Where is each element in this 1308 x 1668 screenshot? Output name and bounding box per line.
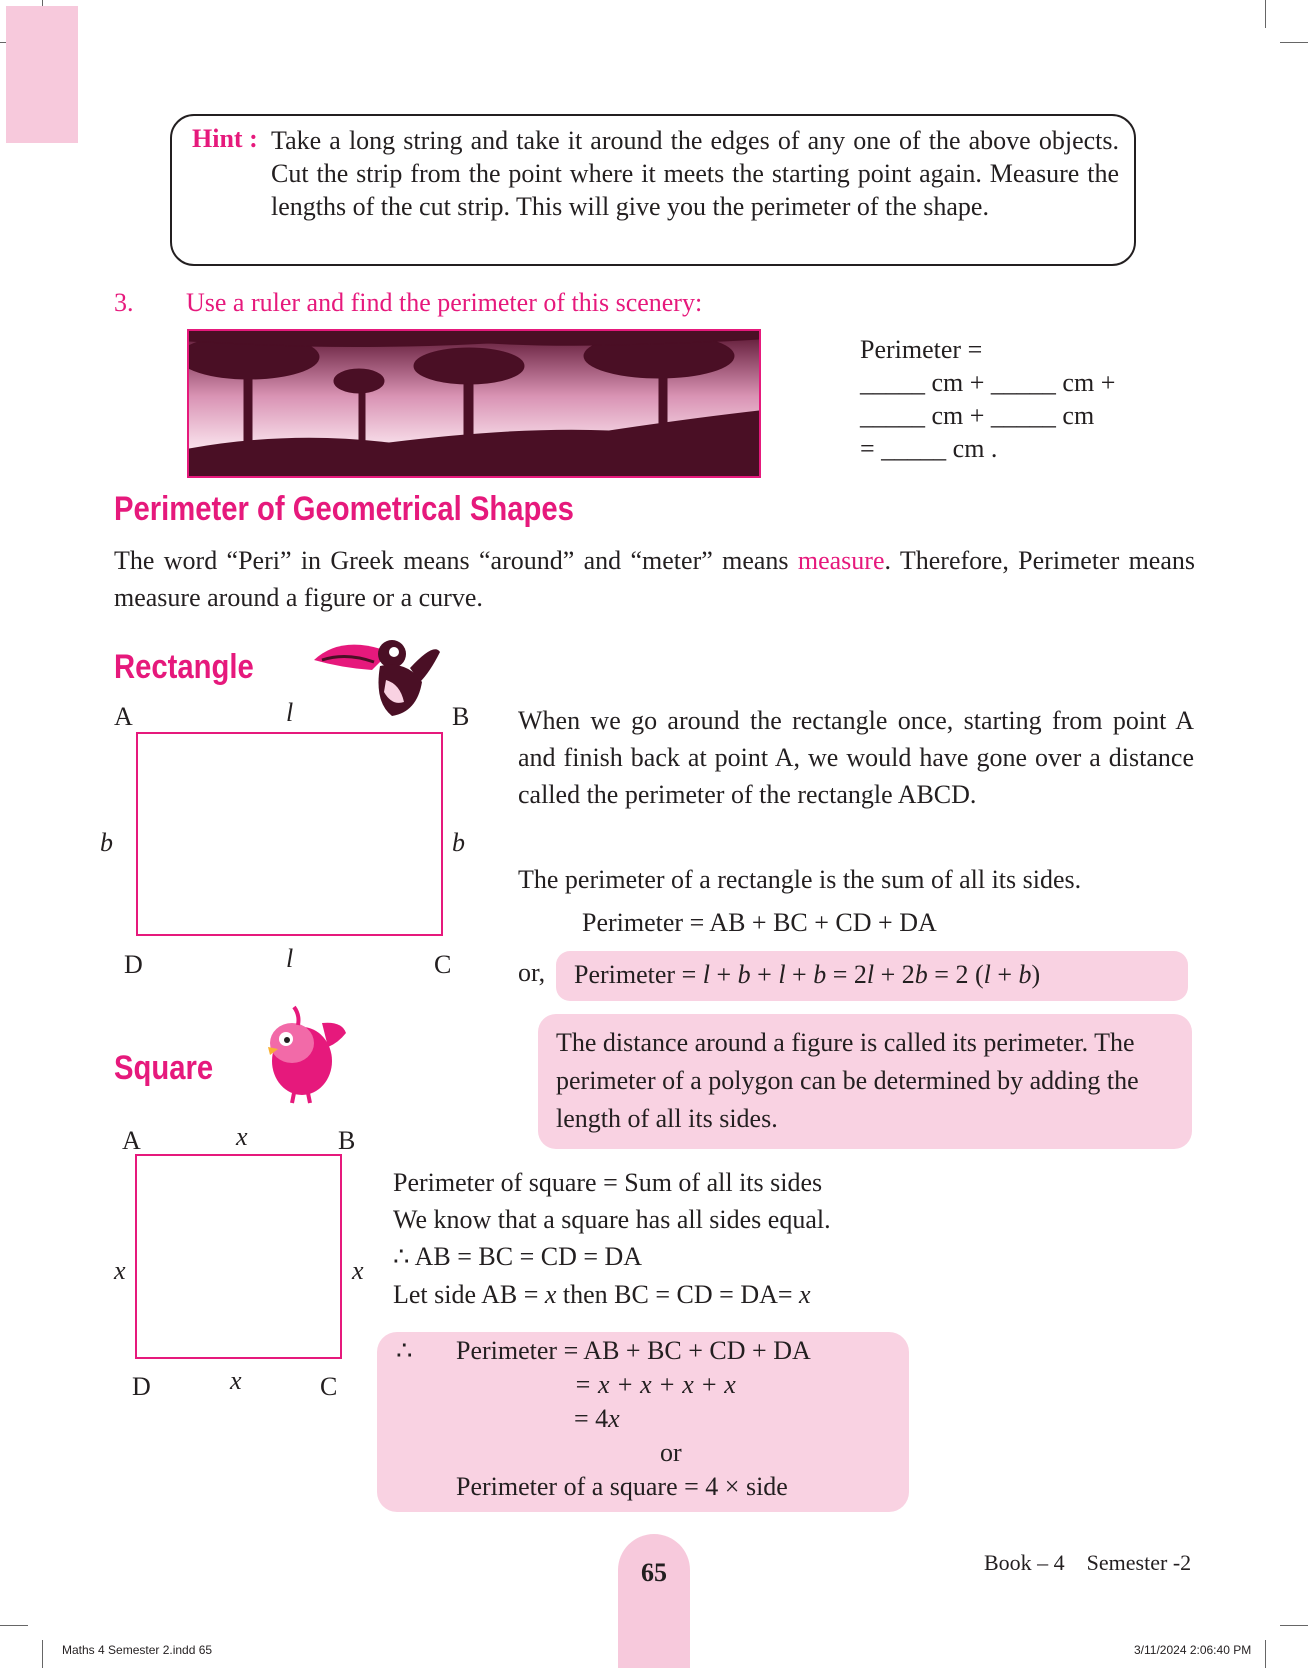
intro-text: . Therefore, Perimeter means measure around a figure or a curve. bbox=[114, 546, 1196, 612]
vertex-label-b: B bbox=[452, 702, 470, 731]
rectangle-sum-text: The perimeter of a rectangle is the sum of all its sides. bbox=[518, 865, 1082, 894]
square-formula-line: or bbox=[660, 1438, 682, 1467]
side-label-bottom: l bbox=[286, 944, 294, 973]
rectangle-formula: Perimeter = AB + BC + CD + DA bbox=[582, 908, 937, 937]
intro-paragraph bbox=[114, 542, 1195, 616]
answer-line: _____ cm + _____ cm + bbox=[860, 368, 1116, 397]
side-label-top: l bbox=[286, 698, 294, 727]
vertex-label-c: C bbox=[434, 950, 452, 979]
crop-mark bbox=[1265, 0, 1266, 28]
square-line: Let side AB = x then BC = CD = DA= x bbox=[393, 1280, 811, 1309]
vertex-label-a: A bbox=[114, 702, 133, 731]
rectangle-description: When we go around the rectangle once, starting from point A and finish back at point A, we would have gone over a distance called the perimeter of the rectangle ABCD. bbox=[518, 706, 1194, 809]
vertex-label-c: C bbox=[320, 1372, 338, 1401]
slug-right: 3/11/2024 2:06:40 PM bbox=[1134, 1643, 1252, 1657]
scenery-image bbox=[187, 329, 761, 478]
side-label-left: x bbox=[114, 1256, 126, 1285]
vertex-label-b: B bbox=[338, 1126, 356, 1155]
side-label-right: x bbox=[352, 1256, 364, 1285]
or-label: or, bbox=[518, 958, 546, 987]
rectangle-formula-short: Perimeter = l + b + l + b = 2l + 2b = 2 (l + b) bbox=[574, 960, 1041, 989]
page-tab bbox=[6, 6, 78, 143]
intro-highlight: measure bbox=[797, 546, 885, 575]
vertex-label-d: D bbox=[124, 950, 143, 979]
question-text: Use a ruler and find the perimeter of this scenery: bbox=[186, 288, 703, 317]
vertex-label-d: D bbox=[132, 1372, 151, 1401]
square-line: ∴ AB = BC = CD = DA bbox=[393, 1242, 643, 1271]
vertex-label-a: A bbox=[122, 1126, 141, 1155]
side-label-left: b bbox=[100, 828, 113, 857]
perimeter-answer bbox=[860, 333, 1115, 465]
answer-line: Perimeter = bbox=[860, 335, 983, 364]
rectangle-shape bbox=[136, 732, 443, 936]
square-formula-line: Perimeter = AB + BC + CD + DA bbox=[456, 1336, 811, 1365]
square-formula-line: = x + x + x + x bbox=[574, 1370, 736, 1399]
bird-icon bbox=[262, 1003, 348, 1105]
square-formula-line: Perimeter of a square = 4 × side bbox=[456, 1472, 788, 1501]
book-info: Book – 4 Semester -2 bbox=[984, 1550, 1192, 1575]
square-line: Perimeter of square = Sum of all its sides bbox=[393, 1168, 823, 1197]
intro-text: The word “Peri” in Greek means “around” and “meter” means bbox=[114, 546, 798, 575]
section-title: Perimeter of Geometrical Shapes bbox=[114, 490, 574, 528]
tree-silhouette-icon bbox=[189, 331, 759, 476]
rectangle-heading: Rectangle bbox=[114, 648, 254, 686]
side-label-top: x bbox=[236, 1122, 248, 1151]
crop-mark bbox=[0, 1625, 28, 1626]
crop-mark bbox=[42, 1640, 43, 1668]
crop-mark bbox=[1280, 42, 1308, 43]
hint-label: Hint : bbox=[192, 124, 258, 153]
page-number: 65 bbox=[641, 1558, 667, 1587]
side-label-bottom: x bbox=[230, 1366, 242, 1395]
slug-left: Maths 4 Semester 2.indd 65 bbox=[62, 1643, 213, 1657]
square-formula-line: = 4x bbox=[574, 1404, 620, 1433]
square-shape bbox=[135, 1154, 342, 1359]
answer-line: = _____ cm . bbox=[860, 434, 998, 463]
hint-text: Take a long string and take it around the edges of any one of the above objects. Cut the strip from the point where it meets the starting point again. Measure the lengths of the cut strip. This will give you the perimeter of the shape. bbox=[271, 126, 1119, 221]
square-line: We know that a square has all sides equal. bbox=[393, 1205, 831, 1234]
therefore-symbol: ∴ bbox=[396, 1336, 413, 1365]
side-label-right: b bbox=[452, 828, 465, 857]
crop-mark bbox=[1265, 1640, 1266, 1668]
toucan-icon bbox=[312, 632, 442, 722]
crop-mark bbox=[1280, 1625, 1308, 1626]
definition-text: The distance around a figure is called its perimeter. The perimeter of a polygon can be determined by adding the length of all its sides. bbox=[556, 1028, 1139, 1133]
square-heading: Square bbox=[114, 1049, 214, 1087]
page-number-tab bbox=[618, 1534, 690, 1668]
answer-line: _____ cm + _____ cm bbox=[860, 401, 1095, 430]
question-number: 3. bbox=[114, 288, 134, 317]
